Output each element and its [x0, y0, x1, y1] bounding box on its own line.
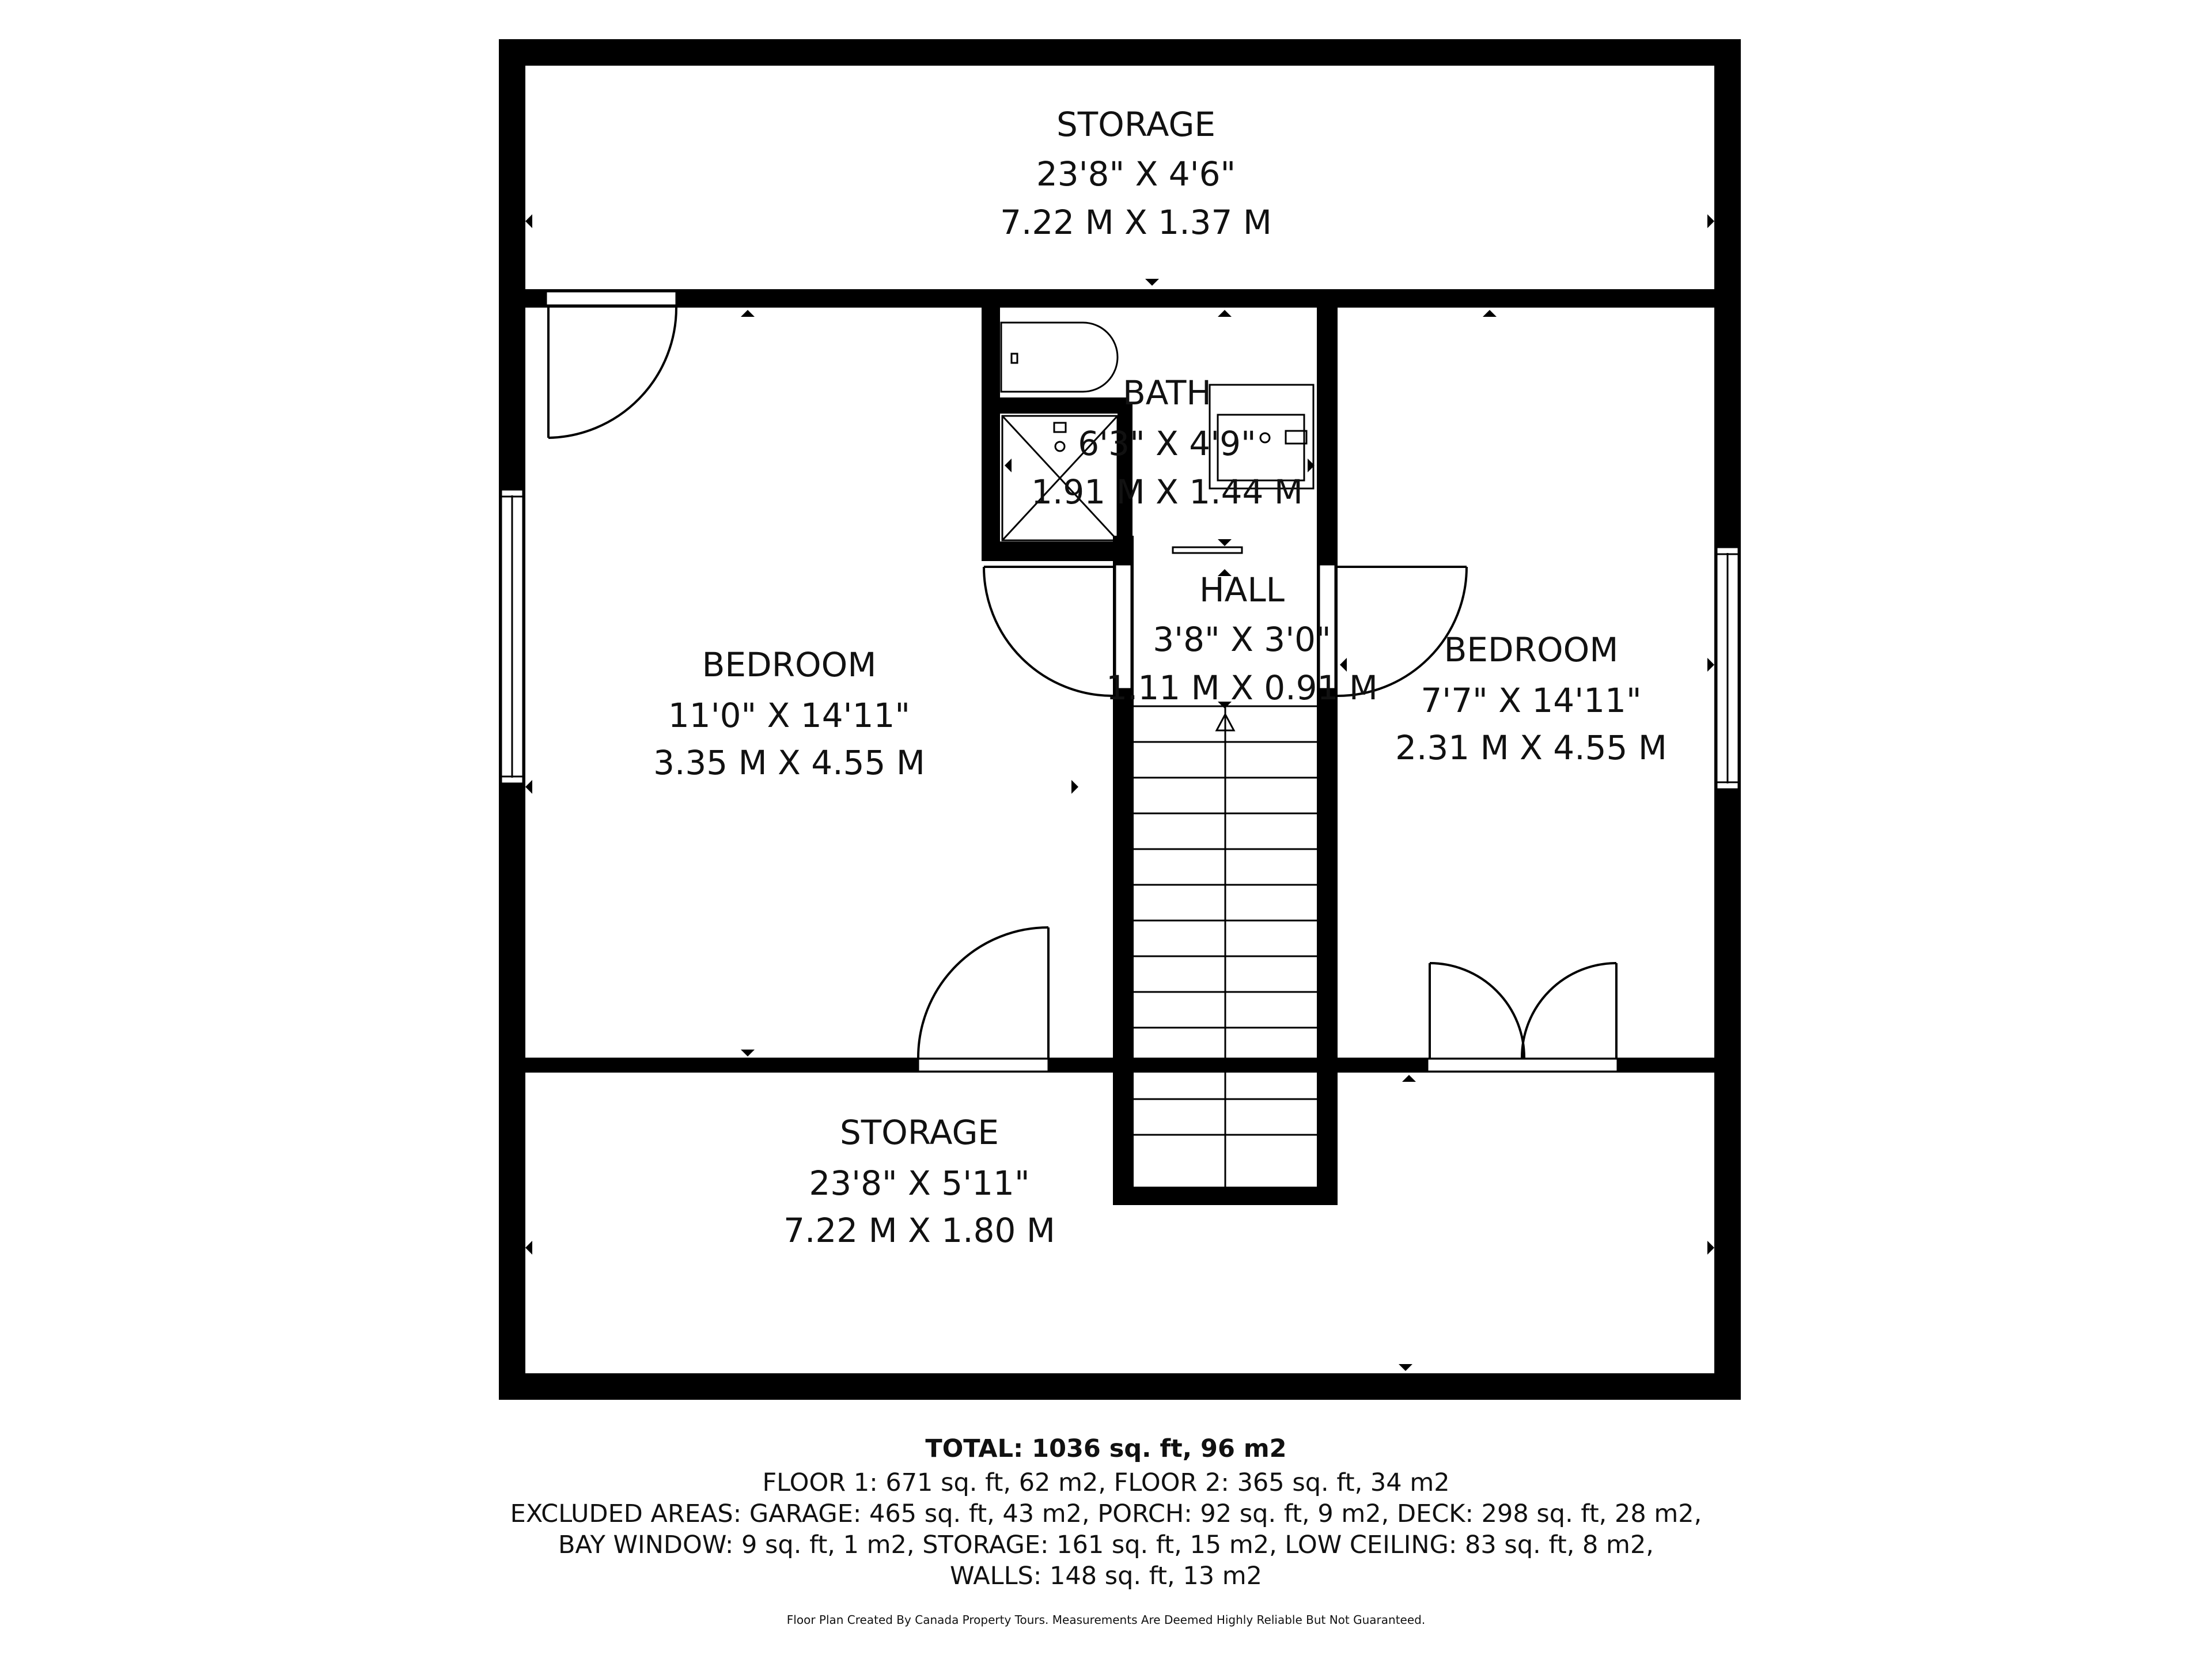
- floor-areas: FLOOR 1: 671 sq. ft, 62 m2, FLOOR 2: 365 sq. ft, 34 m2: [762, 1468, 1450, 1497]
- bath-imperial: 6'3" X 4'9": [1078, 424, 1256, 463]
- storage-top-metric: 7.22 M X 1.37 M: [1000, 203, 1272, 242]
- hall-metric: 1.11 M X 0.91 M: [1106, 668, 1378, 707]
- bath-name: BATH: [1122, 373, 1212, 412]
- storage-bottom-imperial: 23'8" X 5'11": [809, 1164, 1030, 1203]
- storage-top-name: STORAGE: [1056, 105, 1216, 144]
- excluded-areas-line-2: BAY WINDOW: 9 sq. ft, 1 m2, STORAGE: 161 sq. ft, 15 m2, LOW CEILING: 83 sq. ft, 8 m2,: [558, 1531, 1654, 1559]
- excluded-areas-line-1: EXCLUDED AREAS: GARAGE: 465 sq. ft, 43 m2, PORCH: 92 sq. ft, 9 m2, DECK: 298 sq. ft, 28 m2,: [510, 1499, 1702, 1528]
- bedroom-right-metric: 2.31 M X 4.55 M: [1395, 728, 1667, 767]
- hall-name: HALL: [1199, 570, 1285, 609]
- storage-bottom-name: STORAGE: [839, 1113, 999, 1152]
- room-labels: [653, 105, 1667, 1250]
- bedroom-right-imperial: 7'7" X 14'11": [1421, 681, 1642, 720]
- bath-metric: 1.91 M X 1.44 M: [1031, 472, 1303, 512]
- storage-top-imperial: 23'8" X 4'6": [1036, 154, 1236, 194]
- bedroom-left-metric: 3.35 M X 4.55 M: [653, 743, 925, 782]
- bedroom-left-name: BEDROOM: [702, 645, 877, 684]
- bedroom-left-imperial: 11'0" X 14'11": [668, 696, 911, 735]
- bedroom-right-name: BEDROOM: [1444, 630, 1619, 669]
- hall-imperial: 3'8" X 3'0": [1153, 620, 1331, 659]
- walls-area: WALLS: 148 sq. ft, 13 m2: [950, 1562, 1262, 1590]
- total-area: TOTAL: 1036 sq. ft, 96 m2: [925, 1434, 1287, 1463]
- storage-bottom-metric: 7.22 M X 1.80 M: [783, 1211, 1055, 1250]
- credit-note: Floor Plan Created By Canada Property Tours. Measurements Are Deemed Highly Reliable But Not Guaranteed.: [786, 1613, 1426, 1627]
- stairs: [1134, 706, 1317, 1187]
- toilet-icon: [1001, 323, 1118, 392]
